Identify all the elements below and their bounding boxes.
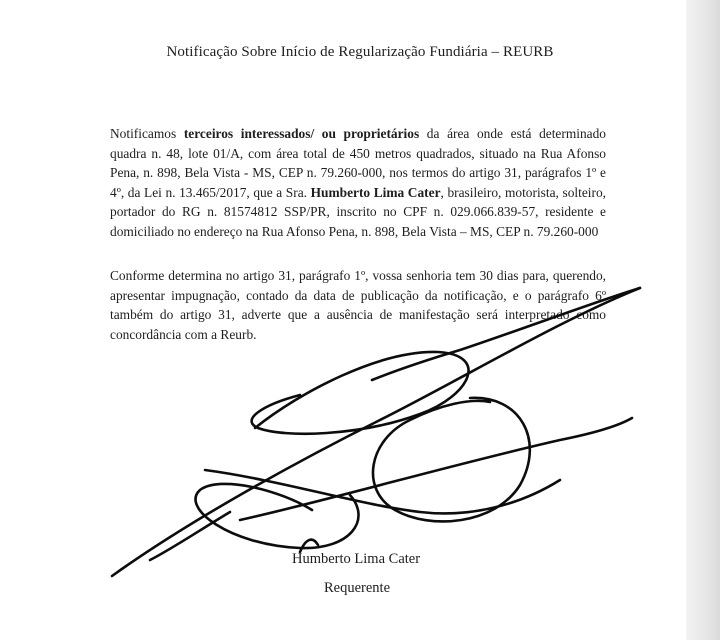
paragraph-bold-name: Humberto Lima Cater <box>310 184 441 200</box>
notification-paragraph <box>110 124 606 242</box>
paragraph-text-a: Notificamos <box>110 126 184 141</box>
signer-role: Requerente <box>324 580 391 596</box>
paragraph-text-b: da área onde está determinado quadra n. 48, lote 01/A, com área total de 450 metros quadrados, situado na Rua Afonso Pena, n. 898, Bela Vista - MS, CEP n. 79.260-000, nos termos do artigo 31, parágrafos 1º e 4º, da Lei n. 13.465/2017, que a Sra. <box>110 126 606 200</box>
signer-name: Humberto Lima Cater <box>292 551 421 567</box>
document-title: Notificação Sobre Início de Regularização Fundiária – REURB <box>166 44 554 60</box>
deadline-paragraph: Conforme determina no artigo 31, parágrafo 1º, vossa senhoria tem 30 dias para, querendo, apresentar impugnação, contado da data de publicação da notificação, e o parágrafo 6º também do artigo 31, adverte que a ausência de manifestação será interpretado como concordância com a Reurb. <box>110 268 606 342</box>
page-edge-shadow <box>686 0 720 640</box>
paragraph-text-c: , brasileiro, motorista, solteiro, portador do RG n. 81574812 SSP/PR, inscrito no CPF n. 029.066.839-57, residente e domiciliado no endereço na Rua Afonso Pena, n. 898, Bela Vista – MS, CEP n. 79.260-000 <box>110 184 606 239</box>
paragraph-bold-recipients: terceiros interessados/ ou proprietários <box>183 126 420 141</box>
